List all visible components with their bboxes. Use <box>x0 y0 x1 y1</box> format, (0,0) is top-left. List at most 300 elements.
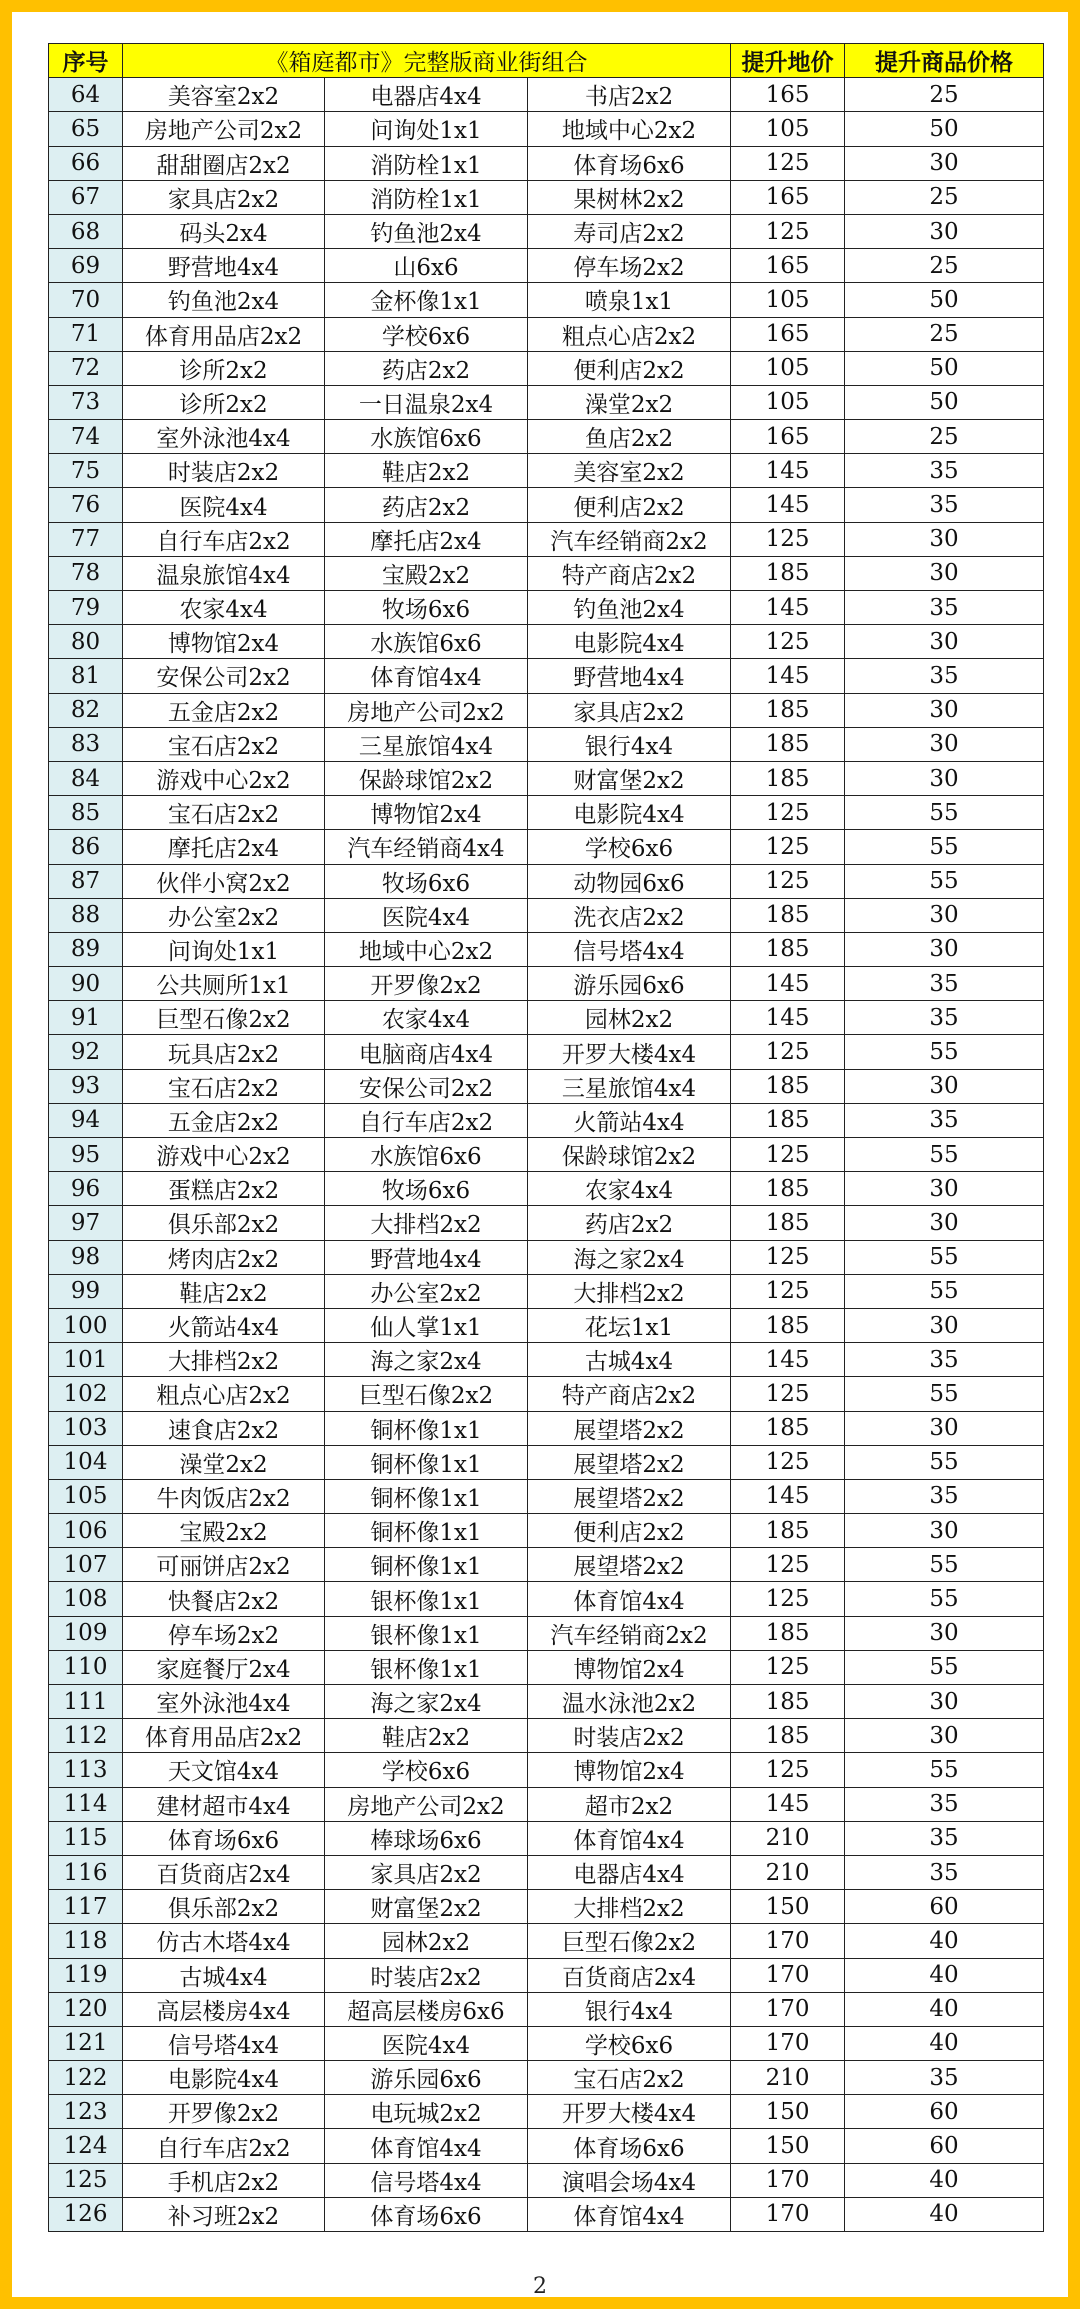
table-row <box>49 1821 1044 1855</box>
shop-1-cell: 电影院4x4 <box>123 2061 325 2095</box>
row-index-cell: 116 <box>49 1855 123 1889</box>
shop-3-cell: 展望塔2x2 <box>528 1548 731 1582</box>
shop-1-cell: 快餐店2x2 <box>123 1582 325 1616</box>
table-row <box>49 1411 1044 1445</box>
shop-2-cell: 时装店2x2 <box>325 1958 528 1992</box>
row-index-cell: 71 <box>49 317 123 351</box>
shop-2-cell: 学校6x6 <box>325 317 528 351</box>
land-value-cell: 185 <box>731 1103 845 1137</box>
price-boost-cell: 55 <box>845 1377 1044 1411</box>
land-value-cell: 125 <box>731 146 845 180</box>
land-value-cell: 185 <box>731 1069 845 1103</box>
land-value-cell: 145 <box>731 591 845 625</box>
table-row <box>49 1548 1044 1582</box>
land-value-cell: 125 <box>731 1445 845 1479</box>
shop-3-cell: 电器店4x4 <box>528 1855 731 1889</box>
shop-1-cell: 问询处1x1 <box>123 932 325 966</box>
price-boost-cell: 25 <box>845 249 1044 283</box>
shop-3-cell: 银行4x4 <box>528 1992 731 2026</box>
shop-2-cell: 金杯像1x1 <box>325 283 528 317</box>
price-boost-cell: 55 <box>845 1582 1044 1616</box>
shop-3-cell: 停车场2x2 <box>528 249 731 283</box>
price-boost-cell: 55 <box>845 1548 1044 1582</box>
shop-2-cell: 医院4x4 <box>325 898 528 932</box>
shop-1-cell: 停车场2x2 <box>123 1616 325 1650</box>
shop-3-cell: 展望塔2x2 <box>528 1445 731 1479</box>
shop-1-cell: 农家4x4 <box>123 591 325 625</box>
row-index-cell: 124 <box>49 2129 123 2163</box>
land-value-cell: 105 <box>731 385 845 419</box>
price-boost-cell: 30 <box>845 556 1044 590</box>
price-boost-cell: 55 <box>845 1274 1044 1308</box>
shop-3-cell: 书店2x2 <box>528 78 731 112</box>
shop-3-cell: 博物馆2x4 <box>528 1753 731 1787</box>
shop-3-cell: 体育场6x6 <box>528 2129 731 2163</box>
shop-1-cell: 家庭餐厅2x4 <box>123 1650 325 1684</box>
land-value-cell: 165 <box>731 78 845 112</box>
row-index-cell: 112 <box>49 1719 123 1753</box>
shop-2-cell: 铜杯像1x1 <box>325 1548 528 1582</box>
row-index-cell: 115 <box>49 1821 123 1855</box>
shop-1-cell: 火箭站4x4 <box>123 1308 325 1342</box>
shop-3-cell: 特产商店2x2 <box>528 1377 731 1411</box>
table-row <box>49 1069 1044 1103</box>
shop-1-cell: 美容室2x2 <box>123 78 325 112</box>
price-boost-cell: 30 <box>845 693 1044 727</box>
shop-3-cell: 三星旅馆4x4 <box>528 1069 731 1103</box>
shop-2-cell: 博物馆2x4 <box>325 796 528 830</box>
shop-3-cell: 时装店2x2 <box>528 1719 731 1753</box>
shop-2-cell: 野营地4x4 <box>325 1240 528 1274</box>
row-index-cell: 79 <box>49 591 123 625</box>
land-value-cell: 185 <box>731 727 845 761</box>
land-value-cell: 170 <box>731 1924 845 1958</box>
page-sheet <box>12 12 1068 2297</box>
shop-2-cell: 水族馆6x6 <box>325 625 528 659</box>
row-index-cell: 99 <box>49 1274 123 1308</box>
price-boost-cell: 40 <box>845 2197 1044 2231</box>
row-index-cell: 105 <box>49 1479 123 1513</box>
price-boost-cell: 30 <box>845 1514 1044 1548</box>
shop-3-cell: 展望塔2x2 <box>528 1411 731 1445</box>
land-value-cell: 125 <box>731 1650 845 1684</box>
price-boost-cell: 30 <box>845 522 1044 556</box>
shop-3-cell: 便利店2x2 <box>528 488 731 522</box>
shop-2-cell: 财富堡2x2 <box>325 1890 528 1924</box>
shop-3-cell: 药店2x2 <box>528 1206 731 1240</box>
shop-3-cell: 汽车经销商2x2 <box>528 1616 731 1650</box>
table-row <box>49 1514 1044 1548</box>
shop-1-cell: 宝殿2x2 <box>123 1514 325 1548</box>
shop-3-cell: 体育馆4x4 <box>528 1821 731 1855</box>
price-boost-cell: 60 <box>845 2095 1044 2129</box>
table-row <box>49 1001 1044 1035</box>
shop-3-cell: 展望塔2x2 <box>528 1479 731 1513</box>
shop-2-cell: 一日温泉2x4 <box>325 385 528 419</box>
shop-1-cell: 手机店2x2 <box>123 2163 325 2197</box>
shop-1-cell: 补习班2x2 <box>123 2197 325 2231</box>
shop-1-cell: 俱乐部2x2 <box>123 1206 325 1240</box>
shop-1-cell: 室外泳池4x4 <box>123 1685 325 1719</box>
shop-1-cell: 钓鱼池2x4 <box>123 283 325 317</box>
shop-2-cell: 地域中心2x2 <box>325 932 528 966</box>
shop-3-cell: 汽车经销商2x2 <box>528 522 731 556</box>
shop-2-cell: 消防栓1x1 <box>325 180 528 214</box>
land-value-cell: 145 <box>731 967 845 1001</box>
price-boost-cell: 35 <box>845 1821 1044 1855</box>
shop-3-cell: 美容室2x2 <box>528 454 731 488</box>
row-index-cell: 107 <box>49 1548 123 1582</box>
row-index-cell: 106 <box>49 1514 123 1548</box>
land-value-cell: 185 <box>731 932 845 966</box>
row-index-cell: 114 <box>49 1787 123 1821</box>
table-body <box>49 78 1044 2232</box>
shop-2-cell: 山6x6 <box>325 249 528 283</box>
land-value-cell: 125 <box>731 796 845 830</box>
land-value-cell: 105 <box>731 112 845 146</box>
shop-1-cell: 五金店2x2 <box>123 693 325 727</box>
land-value-cell: 150 <box>731 1890 845 1924</box>
shop-2-cell: 银杯像1x1 <box>325 1616 528 1650</box>
shop-2-cell: 体育场6x6 <box>325 2197 528 2231</box>
shop-2-cell: 海之家2x4 <box>325 1343 528 1377</box>
land-value-cell: 125 <box>731 1035 845 1069</box>
row-index-cell: 87 <box>49 864 123 898</box>
table-row <box>49 351 1044 385</box>
table-row <box>49 454 1044 488</box>
shop-2-cell: 三星旅馆4x4 <box>325 727 528 761</box>
table-row <box>49 1240 1044 1274</box>
shop-1-cell: 诊所2x2 <box>123 385 325 419</box>
shop-2-cell: 游乐园6x6 <box>325 2061 528 2095</box>
row-index-cell: 65 <box>49 112 123 146</box>
row-index-cell: 110 <box>49 1650 123 1684</box>
shop-3-cell: 便利店2x2 <box>528 351 731 385</box>
shop-3-cell: 体育馆4x4 <box>528 2197 731 2231</box>
land-value-cell: 125 <box>731 1240 845 1274</box>
shop-2-cell: 汽车经销商4x4 <box>325 830 528 864</box>
price-boost-cell: 40 <box>845 1958 1044 1992</box>
price-boost-cell: 60 <box>845 2129 1044 2163</box>
row-index-cell: 86 <box>49 830 123 864</box>
shop-3-cell: 家具店2x2 <box>528 693 731 727</box>
price-boost-cell: 35 <box>845 1343 1044 1377</box>
page-number: 2 <box>533 2274 547 2299</box>
shop-1-cell: 野营地4x4 <box>123 249 325 283</box>
land-value-cell: 185 <box>731 1411 845 1445</box>
shop-3-cell: 开罗大楼4x4 <box>528 2095 731 2129</box>
shop-3-cell: 大排档2x2 <box>528 1274 731 1308</box>
shop-1-cell: 可丽饼店2x2 <box>123 1548 325 1582</box>
price-boost-cell: 55 <box>845 1035 1044 1069</box>
shop-2-cell: 开罗像2x2 <box>325 967 528 1001</box>
table-row <box>49 1753 1044 1787</box>
price-boost-cell: 55 <box>845 830 1044 864</box>
price-boost-cell: 55 <box>845 1650 1044 1684</box>
row-index-cell: 93 <box>49 1069 123 1103</box>
land-value-cell: 185 <box>731 1719 845 1753</box>
price-boost-cell: 30 <box>845 727 1044 761</box>
shop-1-cell: 伙伴小窝2x2 <box>123 864 325 898</box>
row-index-cell: 75 <box>49 454 123 488</box>
row-index-cell: 70 <box>49 283 123 317</box>
land-value-cell: 125 <box>731 1753 845 1787</box>
shop-3-cell: 动物园6x6 <box>528 864 731 898</box>
price-boost-cell: 35 <box>845 1787 1044 1821</box>
price-boost-cell: 40 <box>845 2163 1044 2197</box>
price-boost-cell: 35 <box>845 1479 1044 1513</box>
price-boost-cell: 55 <box>845 1240 1044 1274</box>
table-row <box>49 488 1044 522</box>
shop-2-cell: 药店2x2 <box>325 351 528 385</box>
table-row <box>49 1138 1044 1172</box>
shop-3-cell: 体育馆4x4 <box>528 1582 731 1616</box>
shop-2-cell: 铜杯像1x1 <box>325 1479 528 1513</box>
shop-3-cell: 火箭站4x4 <box>528 1103 731 1137</box>
price-boost-cell: 35 <box>845 967 1044 1001</box>
shop-3-cell: 花坛1x1 <box>528 1308 731 1342</box>
price-boost-cell: 30 <box>845 898 1044 932</box>
price-boost-cell: 25 <box>845 420 1044 454</box>
shop-2-cell: 学校6x6 <box>325 1753 528 1787</box>
shop-3-cell: 鱼店2x2 <box>528 420 731 454</box>
land-value-cell: 210 <box>731 2061 845 2095</box>
row-index-cell: 72 <box>49 351 123 385</box>
price-boost-cell: 55 <box>845 1445 1044 1479</box>
shop-1-cell: 甜甜圈店2x2 <box>123 146 325 180</box>
shop-2-cell: 体育馆4x4 <box>325 2129 528 2163</box>
table-row <box>49 1924 1044 1958</box>
shop-1-cell: 大排档2x2 <box>123 1343 325 1377</box>
shop-2-cell: 办公室2x2 <box>325 1274 528 1308</box>
row-index-cell: 77 <box>49 522 123 556</box>
row-index-cell: 111 <box>49 1685 123 1719</box>
table-row <box>49 1308 1044 1342</box>
shop-1-cell: 体育场6x6 <box>123 1821 325 1855</box>
row-index-cell: 78 <box>49 556 123 590</box>
land-value-cell: 145 <box>731 454 845 488</box>
shop-3-cell: 海之家2x4 <box>528 1240 731 1274</box>
shop-1-cell: 时装店2x2 <box>123 454 325 488</box>
shop-3-cell: 演唱会场4x4 <box>528 2163 731 2197</box>
shop-3-cell: 博物馆2x4 <box>528 1650 731 1684</box>
shop-1-cell: 自行车店2x2 <box>123 2129 325 2163</box>
shop-1-cell: 信号塔4x4 <box>123 2026 325 2060</box>
shop-2-cell: 铜杯像1x1 <box>325 1411 528 1445</box>
price-boost-cell: 50 <box>845 351 1044 385</box>
shop-3-cell: 特产商店2x2 <box>528 556 731 590</box>
land-value-cell: 145 <box>731 1479 845 1513</box>
table-row <box>49 420 1044 454</box>
price-boost-cell: 30 <box>845 1172 1044 1206</box>
shop-3-cell: 学校6x6 <box>528 830 731 864</box>
shop-2-cell: 铜杯像1x1 <box>325 1445 528 1479</box>
shop-3-cell: 农家4x4 <box>528 1172 731 1206</box>
table-row <box>49 1719 1044 1753</box>
shop-1-cell: 粗点心店2x2 <box>123 1377 325 1411</box>
table-row <box>49 1582 1044 1616</box>
row-index-cell: 74 <box>49 420 123 454</box>
price-boost-cell: 30 <box>845 1411 1044 1445</box>
table-row <box>49 146 1044 180</box>
land-value-cell: 210 <box>731 1821 845 1855</box>
land-value-cell: 125 <box>731 214 845 248</box>
header-land-value: 提升地价 <box>731 44 845 78</box>
land-value-cell: 125 <box>731 625 845 659</box>
shop-1-cell: 澡堂2x2 <box>123 1445 325 1479</box>
price-boost-cell: 30 <box>845 1616 1044 1650</box>
land-value-cell: 170 <box>731 2026 845 2060</box>
land-value-cell: 125 <box>731 1548 845 1582</box>
shop-3-cell: 钓鱼池2x4 <box>528 591 731 625</box>
row-index-cell: 73 <box>49 385 123 419</box>
price-boost-cell: 25 <box>845 78 1044 112</box>
row-index-cell: 95 <box>49 1138 123 1172</box>
price-boost-cell: 25 <box>845 180 1044 214</box>
land-value-cell: 125 <box>731 1377 845 1411</box>
shop-3-cell: 财富堡2x2 <box>528 761 731 795</box>
price-boost-cell: 50 <box>845 283 1044 317</box>
price-boost-cell: 40 <box>845 1992 1044 2026</box>
land-value-cell: 125 <box>731 830 845 864</box>
land-value-cell: 125 <box>731 1138 845 1172</box>
table-row <box>49 1377 1044 1411</box>
shop-2-cell: 巨型石像2x2 <box>325 1377 528 1411</box>
land-value-cell: 125 <box>731 1274 845 1308</box>
shop-1-cell: 宝石店2x2 <box>123 796 325 830</box>
shop-3-cell: 电影院4x4 <box>528 625 731 659</box>
land-value-cell: 125 <box>731 864 845 898</box>
shop-1-cell: 室外泳池4x4 <box>123 420 325 454</box>
table-row <box>49 283 1044 317</box>
shop-2-cell: 水族馆6x6 <box>325 420 528 454</box>
table-row <box>49 591 1044 625</box>
table-row <box>49 2095 1044 2129</box>
price-boost-cell: 35 <box>845 659 1044 693</box>
land-value-cell: 105 <box>731 283 845 317</box>
table-row <box>49 1855 1044 1889</box>
shop-2-cell: 电脑商店4x4 <box>325 1035 528 1069</box>
land-value-cell: 185 <box>731 1308 845 1342</box>
row-index-cell: 118 <box>49 1924 123 1958</box>
land-value-cell: 170 <box>731 1958 845 1992</box>
shop-2-cell: 家具店2x2 <box>325 1855 528 1889</box>
shop-2-cell: 鞋店2x2 <box>325 454 528 488</box>
shop-1-cell: 玩具店2x2 <box>123 1035 325 1069</box>
shop-3-cell: 便利店2x2 <box>528 1514 731 1548</box>
table-row <box>49 796 1044 830</box>
price-boost-cell: 35 <box>845 1001 1044 1035</box>
table-row <box>49 317 1044 351</box>
row-index-cell: 89 <box>49 932 123 966</box>
row-index-cell: 126 <box>49 2197 123 2231</box>
row-index-cell: 100 <box>49 1308 123 1342</box>
shop-3-cell: 粗点心店2x2 <box>528 317 731 351</box>
shop-1-cell: 宝石店2x2 <box>123 1069 325 1103</box>
price-boost-cell: 55 <box>845 1138 1044 1172</box>
table-row <box>49 1650 1044 1684</box>
row-index-cell: 125 <box>49 2163 123 2197</box>
shop-1-cell: 高层楼房4x4 <box>123 1992 325 2026</box>
shop-1-cell: 开罗像2x2 <box>123 2095 325 2129</box>
shop-3-cell: 巨型石像2x2 <box>528 1924 731 1958</box>
header-price: 提升商品价格 <box>845 44 1044 78</box>
price-boost-cell: 35 <box>845 2061 1044 2095</box>
shop-3-cell: 寿司店2x2 <box>528 214 731 248</box>
row-index-cell: 76 <box>49 488 123 522</box>
shop-2-cell: 鞋店2x2 <box>325 1719 528 1753</box>
table-row <box>49 2163 1044 2197</box>
table-row <box>49 761 1044 795</box>
shop-1-cell: 蛋糕店2x2 <box>123 1172 325 1206</box>
land-value-cell: 185 <box>731 1685 845 1719</box>
row-index-cell: 82 <box>49 693 123 727</box>
shop-1-cell: 医院4x4 <box>123 488 325 522</box>
shop-3-cell: 开罗大楼4x4 <box>528 1035 731 1069</box>
price-boost-cell: 60 <box>845 1890 1044 1924</box>
table-row <box>49 1685 1044 1719</box>
shop-2-cell: 牧场6x6 <box>325 1172 528 1206</box>
shop-2-cell: 铜杯像1x1 <box>325 1514 528 1548</box>
shop-2-cell: 消防栓1x1 <box>325 146 528 180</box>
land-value-cell: 170 <box>731 2163 845 2197</box>
table-row <box>49 112 1044 146</box>
shop-1-cell: 自行车店2x2 <box>123 522 325 556</box>
shop-1-cell: 仿古木塔4x4 <box>123 1924 325 1958</box>
shop-3-cell: 洗衣店2x2 <box>528 898 731 932</box>
table-row <box>49 2129 1044 2163</box>
land-value-cell: 170 <box>731 1992 845 2026</box>
shop-2-cell: 银杯像1x1 <box>325 1582 528 1616</box>
land-value-cell: 170 <box>731 2197 845 2231</box>
shop-1-cell: 安保公司2x2 <box>123 659 325 693</box>
shop-1-cell: 俱乐部2x2 <box>123 1890 325 1924</box>
shop-2-cell: 棒球场6x6 <box>325 1821 528 1855</box>
row-index-cell: 119 <box>49 1958 123 1992</box>
land-value-cell: 145 <box>731 1787 845 1821</box>
table-row <box>49 522 1044 556</box>
shop-3-cell: 澡堂2x2 <box>528 385 731 419</box>
row-index-cell: 102 <box>49 1377 123 1411</box>
header-index: 序号 <box>49 44 123 78</box>
price-boost-cell: 40 <box>845 1924 1044 1958</box>
shop-1-cell: 码头2x4 <box>123 214 325 248</box>
shop-3-cell: 野营地4x4 <box>528 659 731 693</box>
shop-1-cell: 家具店2x2 <box>123 180 325 214</box>
price-boost-cell: 30 <box>845 932 1044 966</box>
price-boost-cell: 35 <box>845 1103 1044 1137</box>
shop-3-cell: 宝石店2x2 <box>528 2061 731 2095</box>
row-index-cell: 83 <box>49 727 123 761</box>
table-row <box>49 78 1044 112</box>
table-row <box>49 1035 1044 1069</box>
table-row <box>49 214 1044 248</box>
shop-2-cell: 电器店4x4 <box>325 78 528 112</box>
shop-2-cell: 房地产公司2x2 <box>325 693 528 727</box>
shop-1-cell: 宝石店2x2 <box>123 727 325 761</box>
table-row <box>49 2026 1044 2060</box>
shop-2-cell: 信号塔4x4 <box>325 2163 528 2197</box>
land-value-cell: 165 <box>731 420 845 454</box>
land-value-cell: 125 <box>731 1582 845 1616</box>
land-value-cell: 150 <box>731 2129 845 2163</box>
shop-1-cell: 游戏中心2x2 <box>123 761 325 795</box>
row-index-cell: 120 <box>49 1992 123 2026</box>
shop-2-cell: 体育馆4x4 <box>325 659 528 693</box>
shop-2-cell: 自行车店2x2 <box>325 1103 528 1137</box>
shop-3-cell: 银行4x4 <box>528 727 731 761</box>
table-row <box>49 180 1044 214</box>
